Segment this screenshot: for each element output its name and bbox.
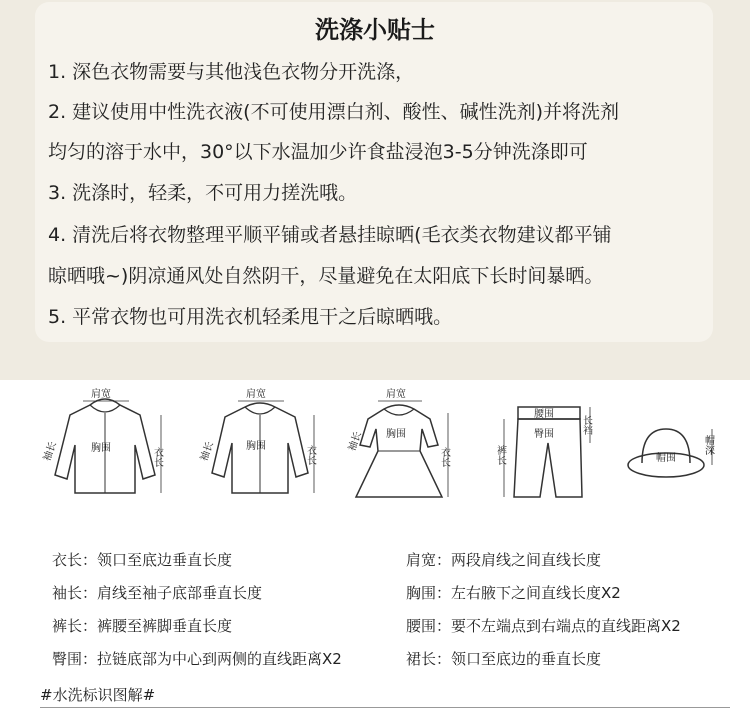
tip-line-2: 2. 建议使用中性洗衣液(不可使用漂白剂、酸性、碱性洗剂)并将洗剂 [48,101,619,123]
cardigan-length-label: 衣长 [304,445,316,465]
tip-line-4-cont: 晾晒哦~)阴凉通风处自然阴干，尽量避免在太阳底下长时间暴晒。 [48,265,604,287]
tip-line-5: 5. 平常衣物也可用洗衣机轻柔甩干之后晾晒哦。 [48,306,453,328]
cardigan-shoulder-label: 肩宽 [246,389,266,400]
coat-sleeve-label: 袖长 [41,440,59,463]
def-chest: 胸围：左右腋下之间直线长度X2 [406,584,621,602]
tips-title: 洗涤小贴士 [315,16,435,44]
pants-length-label: 裤长 [494,445,506,465]
pants-hip-label: 臀围 [534,429,554,440]
hat-circumference-label: 帽围 [656,453,676,464]
hat-diagram [622,385,722,505]
tip-line-2-cont: 均匀的溶于水中，30°以下水温加少许食盐浸泡3-5分钟洗涤即可 [48,141,588,163]
footer-heading: #水洗标识图解# [40,686,156,704]
dress-shoulder-label: 肩宽 [386,389,406,400]
coat-diagram [35,385,175,505]
def-pants-length: 裤长：裤腰至裤脚垂直长度 [52,617,233,635]
measurement-diagrams [0,385,750,505]
dress-length-label: 衣长 [438,447,450,467]
footer-divider [40,707,730,708]
cardigan-chest-label: 胸围 [246,441,266,452]
pants-waist-label: 腰围 [534,409,554,420]
dress-chest-label: 胸围 [386,429,406,440]
tip-line-3: 3. 洗涤时，轻柔，不可用力搓洗哦。 [48,182,358,204]
tips-card [35,2,713,342]
def-garment-length: 衣长：领口至底边垂直长度 [52,551,233,569]
tip-line-1: 1. 深色衣物需要与其他浅色衣物分开洗涤， [48,61,415,83]
def-sleeve-length: 袖长：肩线至袖子底部垂直长度 [52,584,263,602]
cardigan-diagram [190,385,330,505]
def-skirt-length: 裙长：领口至底边的垂直长度 [406,650,602,668]
def-hip: 臀围：拉链底部为中心到两侧的直线距离X2 [52,650,342,668]
pants-diagram [490,385,610,505]
tip-line-4: 4. 清洗后将衣物整理平顺平铺或者悬挂晾晒(毛衣类衣物建议都平铺 [48,224,612,246]
def-waist: 腰围：要不左端点到右端点的直线距离X2 [406,617,681,635]
dress-diagram [342,385,462,505]
coat-shoulder-label: 肩宽 [91,389,111,400]
coat-chest-label: 胸围 [91,443,111,454]
coat-length-label: 衣长 [151,447,163,467]
cardigan-sleeve-label: 袖长 [198,440,216,463]
dress-sleeve-label: 袖长 [346,430,364,453]
def-shoulder: 肩宽：两段肩线之间直线长度 [406,551,602,569]
hat-depth-label: 帽深 [702,435,714,455]
pants-rise-label: 长裆 [580,415,592,435]
